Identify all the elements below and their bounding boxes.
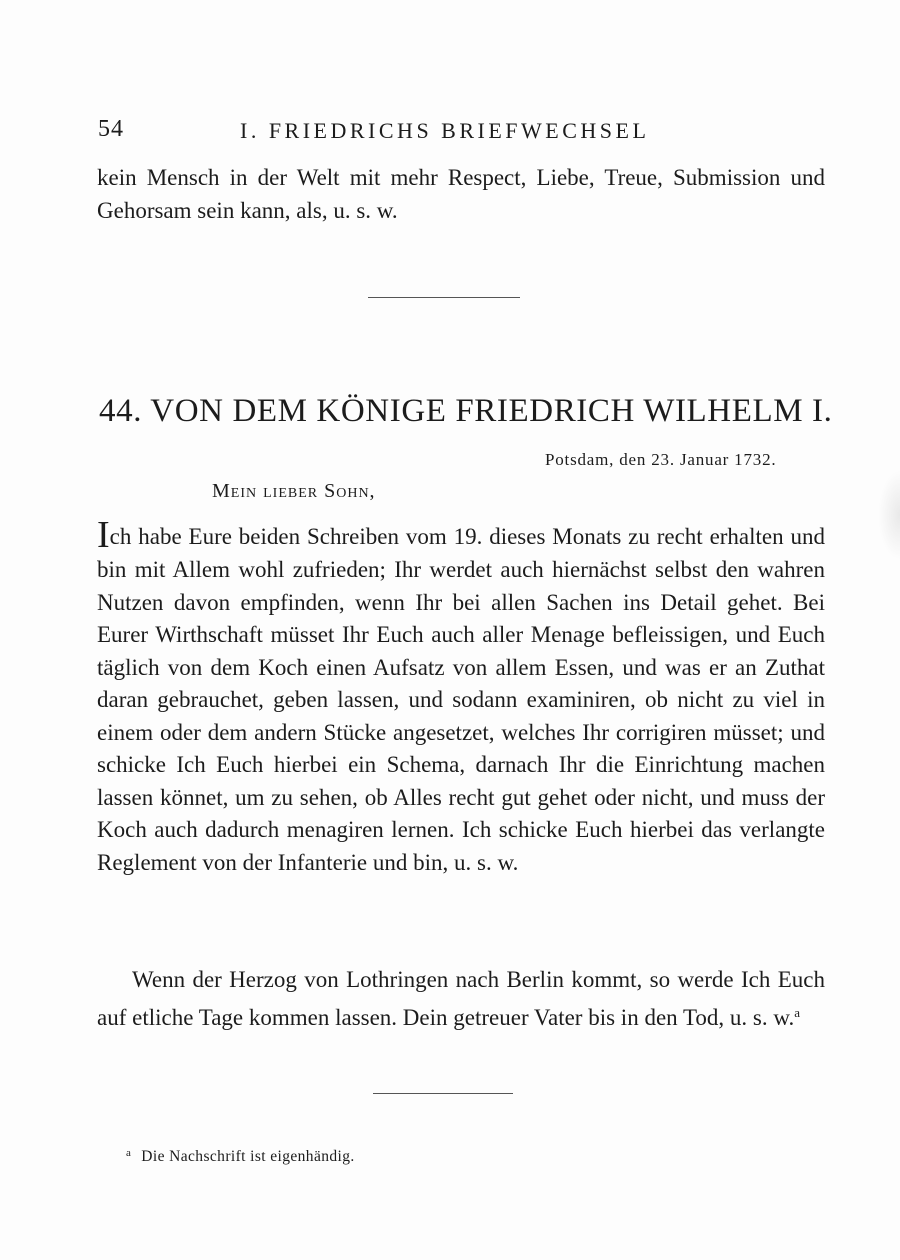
letter-body <box>97 516 825 879</box>
page-edge-smudge <box>878 470 900 560</box>
footnote-text: Die Nachschrift ist eigenhändig. <box>141 1148 355 1165</box>
running-head <box>98 116 818 156</box>
footnote-marker: a <box>126 1147 132 1159</box>
letter-heading: 44. VON DEM KÖNIGE FRIEDRICH WILHELM I. <box>99 393 833 429</box>
postscript <box>97 964 825 1034</box>
page-number: 54 <box>98 116 124 142</box>
salutation: Mein lieber Sohn, <box>212 480 376 502</box>
running-title: I. FRIEDRICHS BRIEFWECHSEL <box>240 118 650 143</box>
footnote <box>126 1147 355 1166</box>
letter-body-text: ch habe Eure beiden Schreiben vom 19. dieses Monats zu recht erhalten und bin mit Allem wohl zufrieden; Ihr werdet auch hiernächst selbst den wahren Nutzen davon empfinden, wenn Ihr bei allen Sachen ins Detail gehet. Bei Eurer Wirthschaft müsset Ihr Euch auch aller Menage befleissigen, und Euch täglich von dem Koch einen Aufsatz von allem Essen, und was er an Zuthat daran gebrauchet, geben lassen, und sodann examiniren, ob nicht zu viel in einem oder dem andern Stücke angesetzet, welches Ihr corrigiren müsset; und schicke Ich Euch hierbei ein Schema, darnach Ihr die Einrichtung machen lassen könnet, um zu sehen, ob Alles recht gut gehet oder nicht, und muss der Koch auch dadurch menagiren lernen. Ich schicke Euch hierbei das verlangte Reglement von der Infanterie und bin, u. s. w. <box>97 524 825 875</box>
place-date: Potsdam, den 23. Januar 1732. <box>545 450 777 469</box>
initial-letter: I <box>97 514 110 556</box>
footnote-reference: a <box>794 1004 801 1020</box>
end-divider <box>373 1093 513 1094</box>
section-divider <box>368 297 520 298</box>
postscript-text: Wenn der Herzog von Lothringen nach Berlin kommt, so werde Ich Euch auf etliche Tage kommen lassen. Dein getreuer Vater bis in den Tod, u. s. w. <box>97 967 825 1030</box>
carryover-paragraph: kein Mensch in der Welt mit mehr Respect, Liebe, Treue, Submission und Gehorsam sein kann, als, u. s. w. <box>97 165 825 223</box>
